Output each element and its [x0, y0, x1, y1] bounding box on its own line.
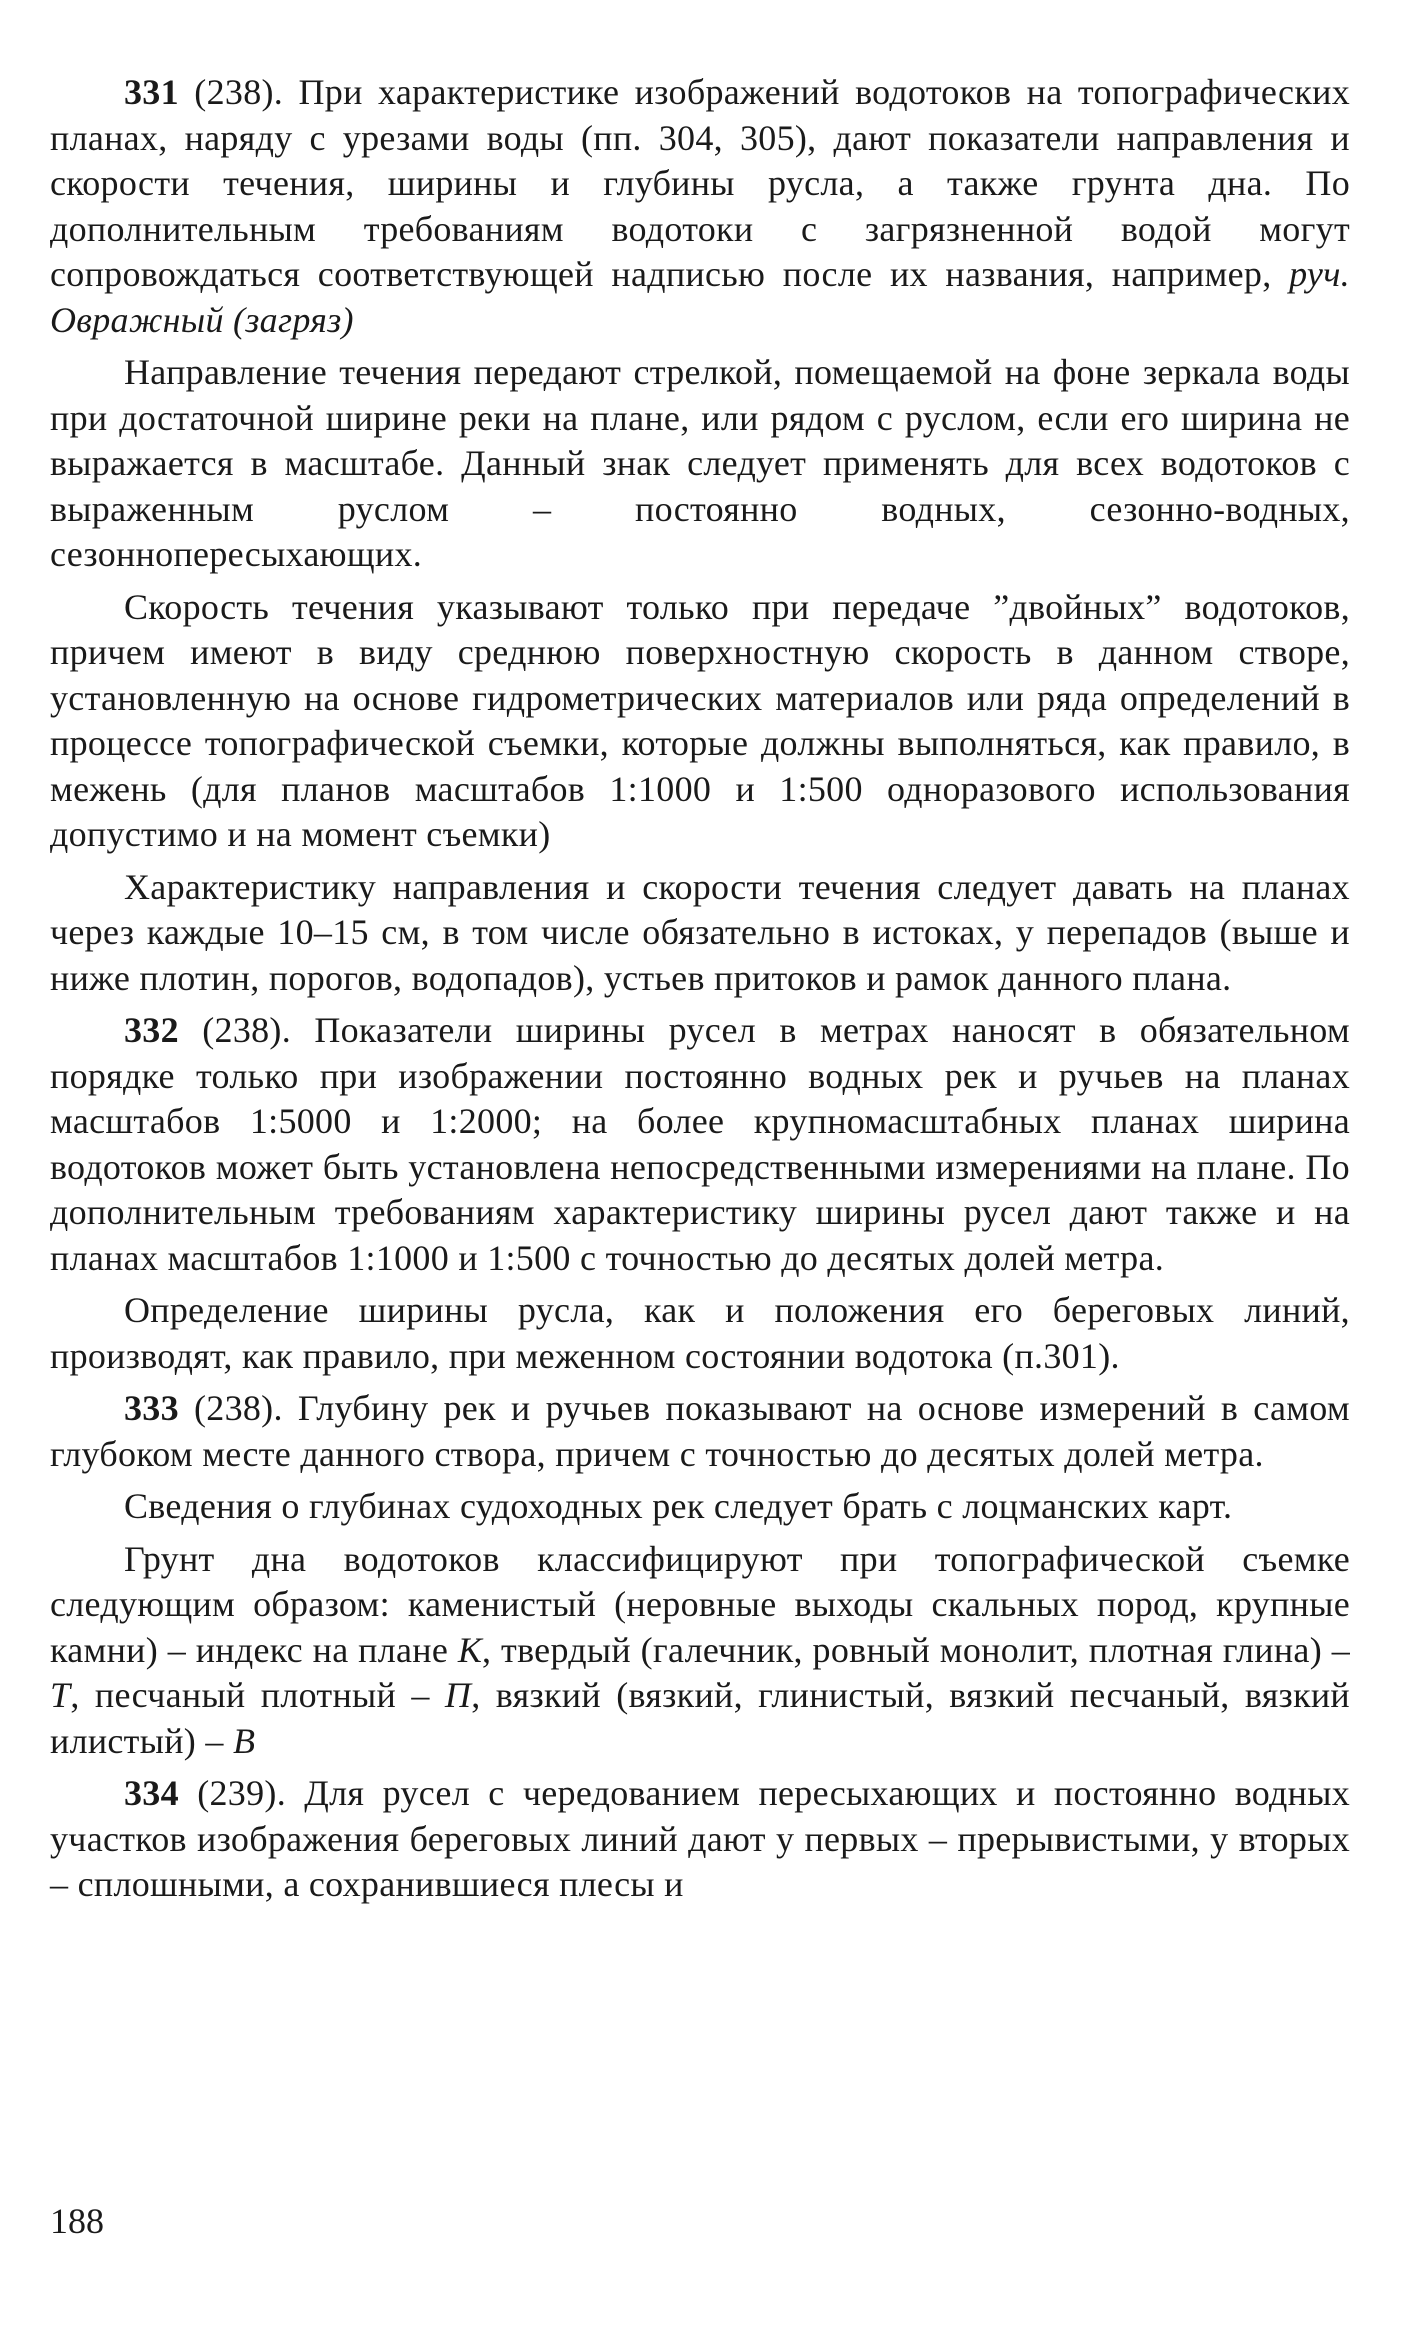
paragraph-text: (239). Для русел с чередованием пересыхающих и постоянно водных участков изображения береговых линий дают у первых – прерывистыми, у вторых – сплошными, а сохранившиеся плесы и	[50, 1773, 1350, 1904]
paragraph-text: , твердый (галечник, ровный монолит, плотная глина) –	[482, 1629, 1350, 1670]
paragraph-flow-speed	[50, 585, 1350, 858]
item-number: 332	[124, 1010, 179, 1050]
paragraph-333	[50, 1386, 1350, 1477]
item-number: 334	[124, 1773, 179, 1813]
paragraph-334	[50, 1771, 1350, 1908]
paragraph-river-depth	[50, 1484, 1350, 1530]
paragraph-text: Скорость течения указывают только при передаче ”двойных” водотоков, причем имеют в виду среднюю поверхностную скорость в данном створе, установленную на основе гидрометрических материалов или ряда определений в процессе топографической съемки, которые должны выполняться, как правило, в межень (для планов масштабов 1:1000 и 1:500 одноразового использования допустимо и на момент съемки)	[50, 586, 1350, 854]
paragraph-text: , песчаный плотный –	[70, 1675, 445, 1715]
paragraph-text: Характеристику направления и скорости течения следует давать на планах через каждые 10–15 см, в том числе обязательно в истоках, у перепадов (выше и ниже плотин, порогов, водопадов), устьев притоков и рамок данного плана.	[50, 866, 1350, 998]
index-p: П	[444, 1675, 472, 1715]
paragraph-text: (238). Глубину рек и ручьев показывают на основе измерений в самом глубоком месте данного створа, причем с точностью до десятых долей метра.	[50, 1388, 1350, 1474]
paragraph-text: Направление течения передают стрелкой, помещаемой на фоне зеркала воды при достаточной ширине реки на плане, или рядом с руслом, если его ширина не выражается в масштабе. Данный знак следует применять для всех водотоков с выраженным руслом – постоянно водных, сезонно-водных, сезоннопересыхающих.	[50, 352, 1350, 574]
paragraph-331	[50, 70, 1350, 343]
document-body	[50, 70, 1350, 1915]
paragraph-332	[50, 1008, 1350, 1281]
paragraph-text: Определение ширины русла, как и положения его береговых линий, производят, как правило, при меженном состоянии водотока (п.301).	[50, 1290, 1350, 1376]
index-v: В	[232, 1720, 256, 1761]
paragraph-text: Сведения о глубинах судоходных рек следует брать с лоцманских карт.	[124, 1486, 1233, 1526]
paragraph-text: (238). Показатели ширины русел в метрах наносят в обязательном порядке только при изображении постоянно водных рек и ручьев на планах масштабов 1:5000 и 1:2000; на более крупномасштабных планах ширина водотоков может быть установлена непосредственными измерениями на плане. По дополнительным требованиям характеристику ширины русел дают также и на планах масштабов 1:1000 и 1:500 с точностью до десятых долей метра.	[50, 1010, 1350, 1278]
paragraph-channel-width	[50, 1288, 1350, 1379]
index-t: Т	[50, 1675, 71, 1715]
index-k: К	[457, 1629, 483, 1670]
paragraph-bed-ground	[50, 1537, 1350, 1765]
item-number: 331	[124, 72, 179, 112]
paragraph-flow-characteristic	[50, 865, 1350, 1002]
item-number: 333	[124, 1388, 179, 1428]
page-number: 188	[50, 2201, 104, 2241]
paragraph-text: , вязкий (вязкий, глинистый, вязкий песчаный, вязкий илистый) –	[50, 1675, 1350, 1761]
example-label: руч. Овражный (загряз)	[50, 254, 1350, 340]
paragraph-text: Грунт дна водотоков классифицируют при топографической съемке следующим образом: каменистый (неровные выходы скальных пород, крупные камни) – индекс на плане	[50, 1538, 1350, 1670]
paragraph-flow-direction	[50, 350, 1350, 578]
paragraph-text: (238). При характеристике изображений водотоков на топографических планах, наряду с урезами воды (пп. 304, 305), дают показатели направления и скорости течения, ширины и глубины русла, а также грунта дна. По дополнительным требованиям водотоки с загрязненной водой могут сопровождаться соответствующей надписью после их названия, например,	[50, 72, 1350, 294]
